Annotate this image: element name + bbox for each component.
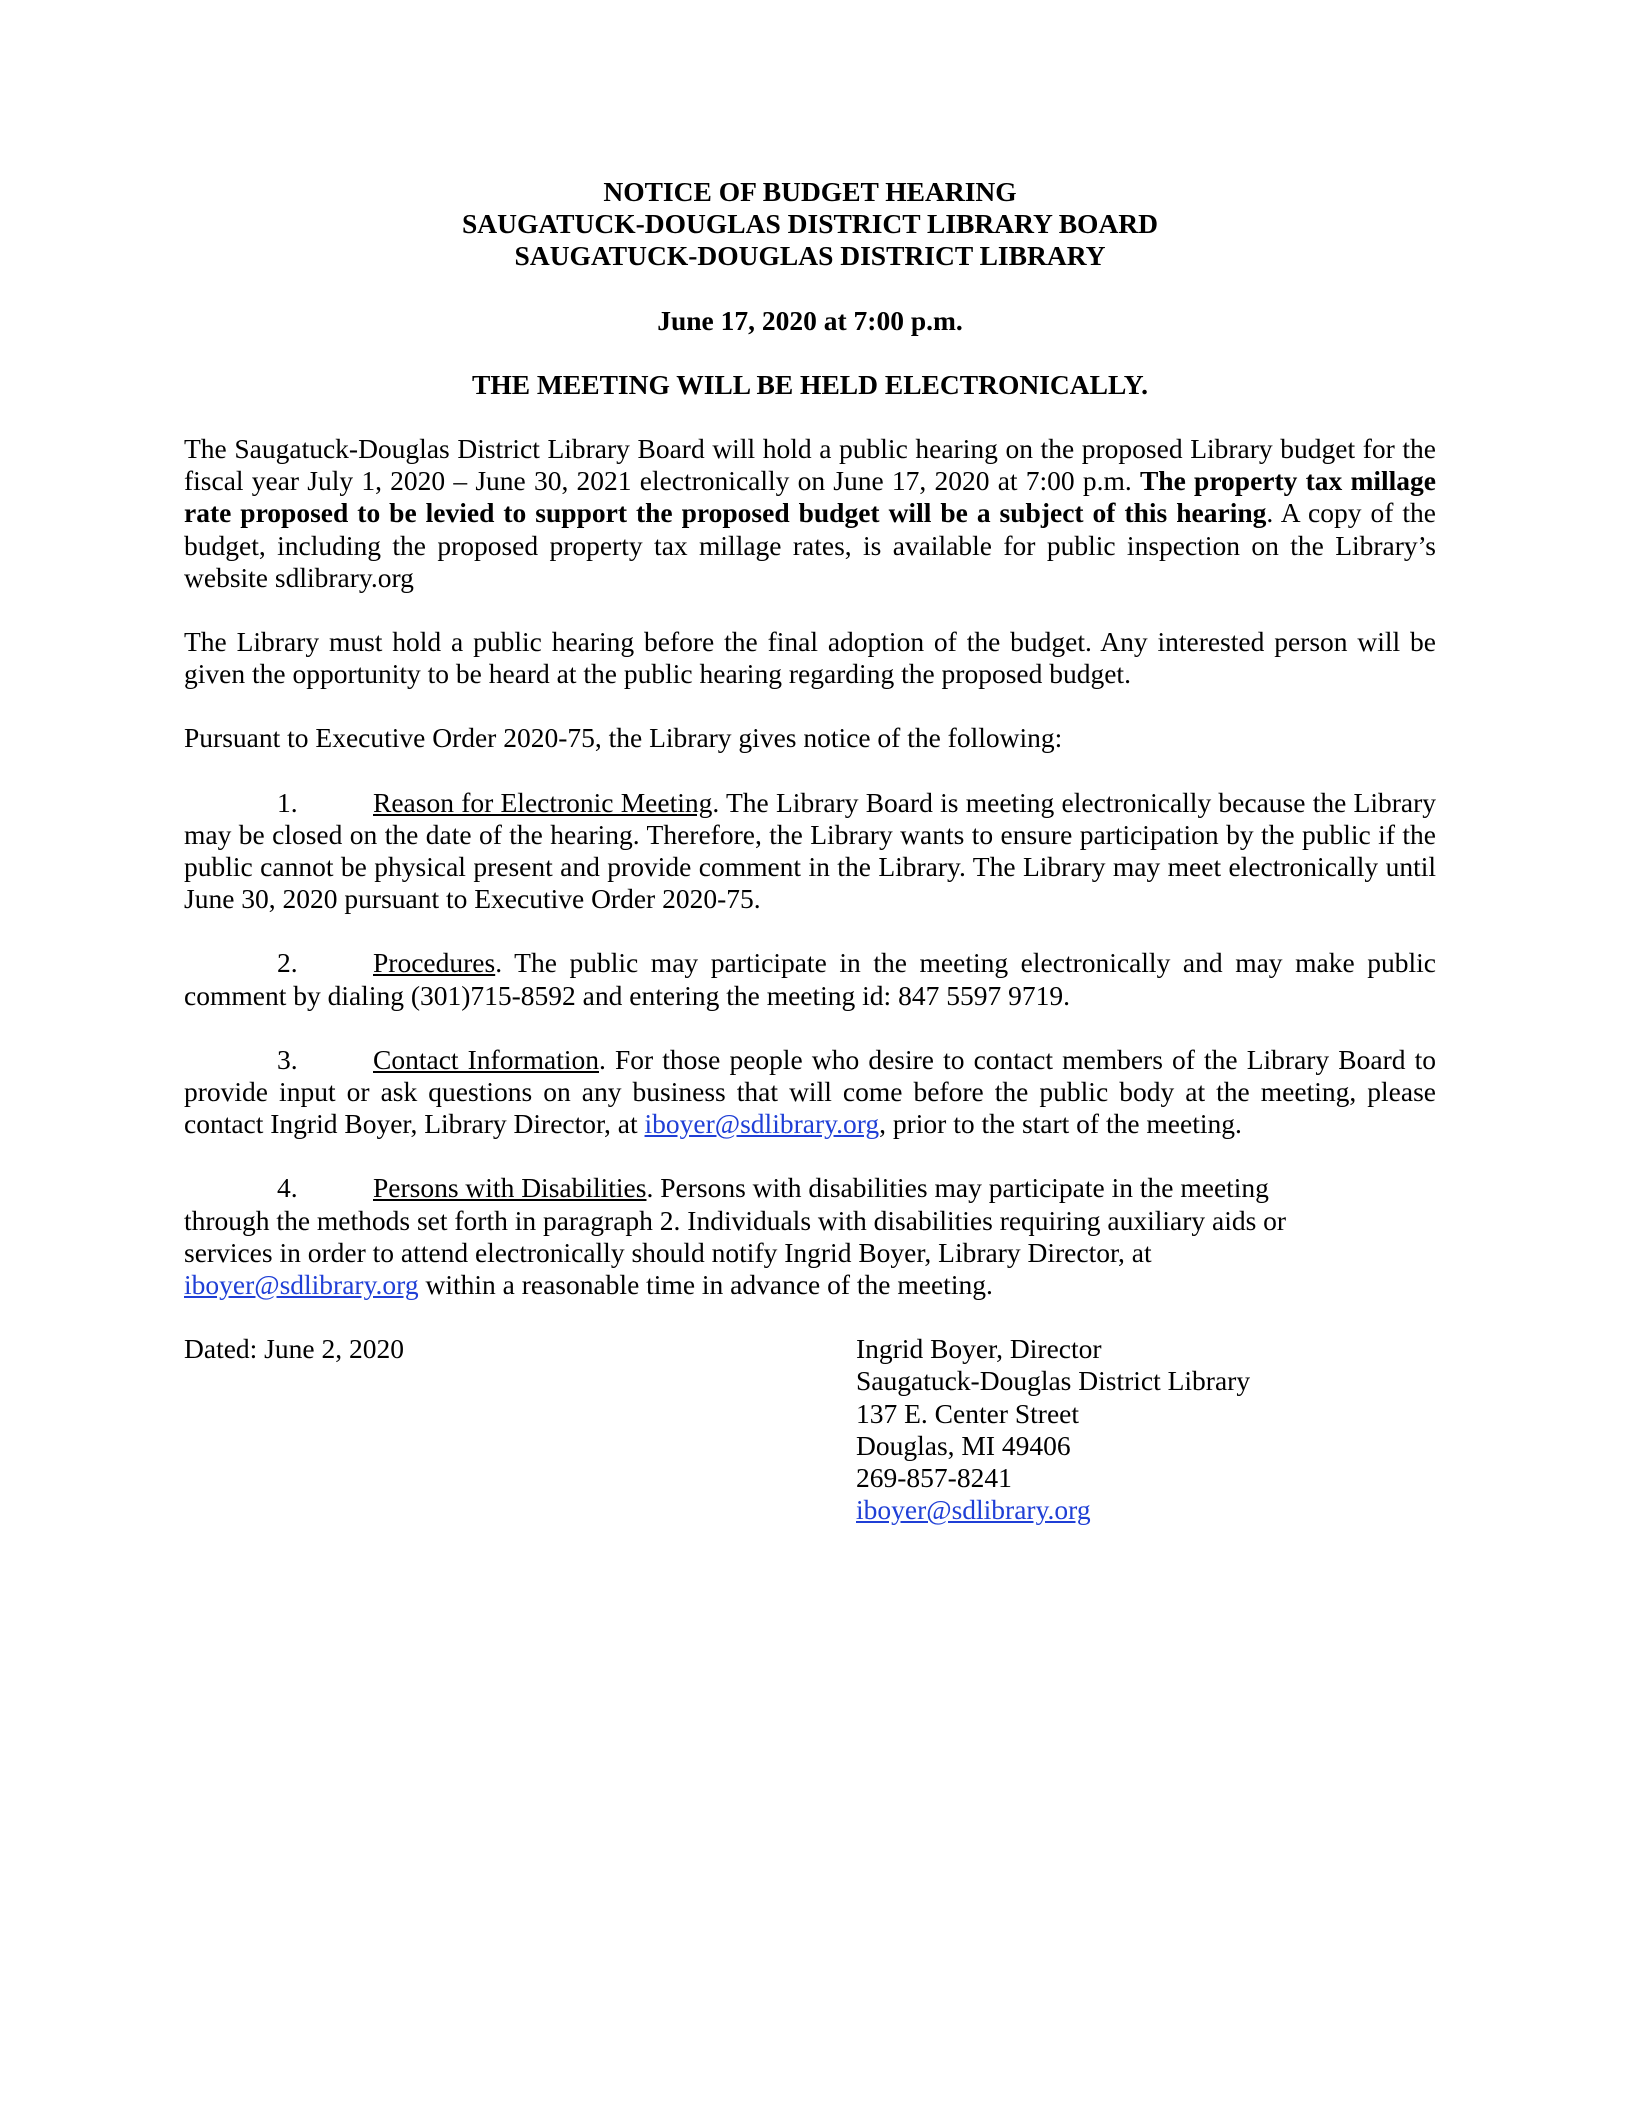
signer-email-link[interactable]: iboyer@sdlibrary.org (856, 1494, 1091, 1526)
item-text: . The Library Board is meeting electronically because the Library may be closed on the date of the hearing. Therefore, the Library wants to ensure participation by the public if the public cannot be physical present and provide comment in the Library. The Library may meet electronically until June 30, 2020 pursuant to Executive Order 2020-75. (184, 786, 1436, 915)
item-number: 4. (277, 1172, 298, 1204)
item-1 (184, 787, 1436, 916)
disabilities-email-link[interactable]: iboyer@sdlibrary.org (184, 1269, 419, 1301)
intro-bold-text: The property tax millage rate proposed to be levied to support the proposed budget will be a subject of this hearing (184, 465, 1436, 529)
item-3 (184, 1044, 1436, 1141)
title-line-2: SAUGATUCK-DOUGLAS DISTRICT LIBRARY BOARD (461, 208, 1159, 240)
contact-email-link[interactable]: iboyer@sdlibrary.org (644, 1108, 880, 1140)
item-text-line-2: through the methods set forth in paragraph 2. Individuals with disabilities requiring auxiliary aids or (184, 1204, 1287, 1236)
item-text: . For those people who desire to contact members of the Library Board to provide input or ask questions on any business that will come before the public body at the meeting, please contact Ingrid Boyer, Library Director, at (184, 1043, 1436, 1140)
item-text-after: , prior to the start of the meeting. (879, 1108, 1242, 1140)
item-number: 3. (277, 1043, 298, 1075)
signer-name-title: Ingrid Boyer, Director (856, 1333, 1102, 1365)
document-page (184, 176, 1436, 1533)
signer-organization: Saugatuck-Douglas District Library (856, 1365, 1251, 1397)
hearing-paragraph: The Library must hold a public hearing before the final adoption of the budget. Any interested person will be given the opportunity to be heard at the public hearing regarding the proposed budget. (184, 626, 1436, 690)
notice-title (184, 176, 1436, 273)
item-text-line-1: . Persons with disabilities may participate in the meeting (646, 1172, 1269, 1204)
item-4 (184, 1172, 1436, 1301)
signer-phone: 269-857-8241 (856, 1462, 1012, 1494)
signer-city-state-zip: Douglas, MI 49406 (856, 1429, 1071, 1461)
meeting-notice: THE MEETING WILL BE HELD ELECTRONICALLY. (471, 368, 1148, 400)
item-number: 1. (277, 786, 298, 818)
item-heading: Contact Information (373, 1043, 599, 1075)
signature-section (184, 1333, 1436, 1533)
pursuant-paragraph: Pursuant to Executive Order 2020-75, the Library gives notice of the following: (184, 722, 1063, 754)
intro-text-1: The Saugatuck-Douglas District Library Board will hold a public hearing on the proposed Library budget for the fiscal year July 1, 2020 – June 30, 2021 electronically on June 17, 2020 at 7:00 p.m. (184, 433, 1436, 497)
item-text: . The public may participate in the meeting electronically and may make public comment by dialing (301)715-8592 and entering the meeting id: 847 5597 9719. (184, 947, 1436, 1011)
intro-paragraph (184, 433, 1436, 594)
intro-text-2: . A copy of the budget, including the proposed property tax millage rates, is available for public inspection on the Library’s website sdlibrary.org (184, 497, 1436, 593)
hearing-date: June 17, 2020 at 7:00 p.m. (657, 304, 963, 336)
title-line-3: SAUGATUCK-DOUGLAS DISTRICT LIBRARY (514, 240, 1106, 272)
dated-line: Dated: June 2, 2020 (184, 1333, 404, 1365)
item-2 (184, 947, 1436, 1011)
signature-block (856, 1333, 1250, 1526)
item-heading: Procedures (373, 947, 496, 979)
item-number: 2. (277, 947, 298, 979)
item-text-line-3: services in order to attend electronically should notify Ingrid Boyer, Library Director, at (184, 1236, 1152, 1268)
item-text-after: within a reasonable time in advance of the meeting. (418, 1269, 993, 1301)
signer-street: 137 E. Center Street (856, 1397, 1079, 1429)
item-heading: Reason for Electronic Meeting (373, 786, 713, 818)
title-line-1: NOTICE OF BUDGET HEARING (603, 176, 1017, 207)
item-heading: Persons with Disabilities (373, 1172, 647, 1204)
